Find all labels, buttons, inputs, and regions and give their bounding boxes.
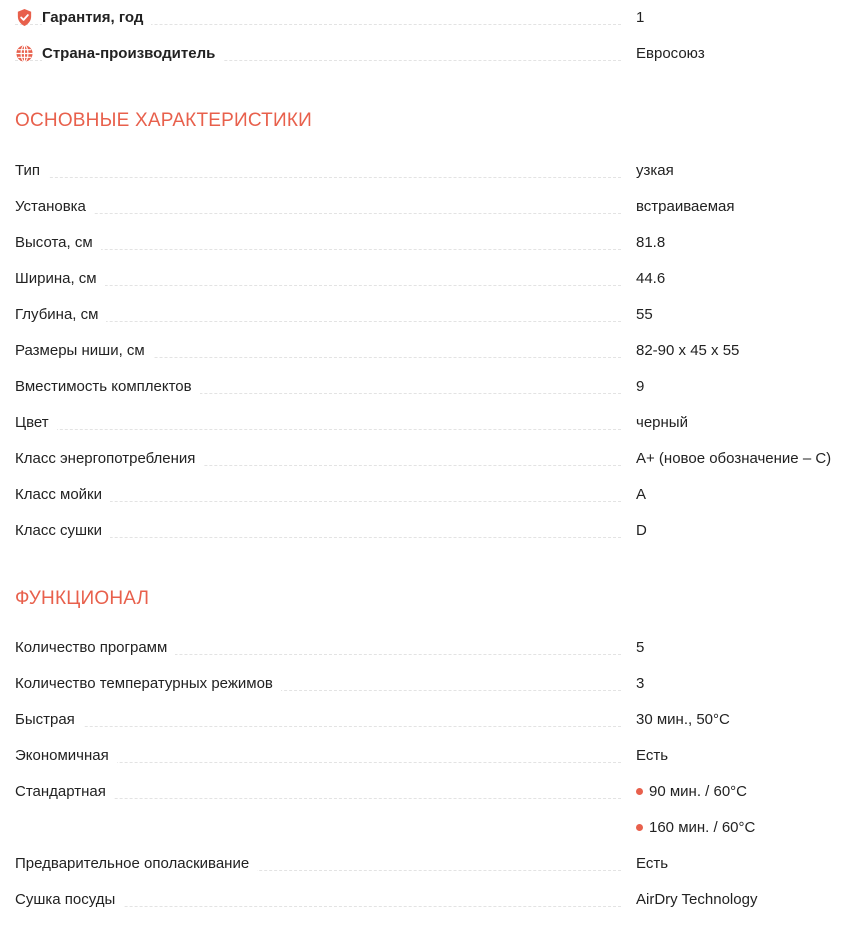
spec-value: 1 xyxy=(636,9,645,26)
spec-row xyxy=(0,477,854,513)
dotted-leader xyxy=(15,213,621,214)
globe-icon xyxy=(15,44,34,63)
spec-value: узкая xyxy=(636,162,674,179)
spec-label: Экономичная xyxy=(15,738,117,774)
spec-value: Есть xyxy=(636,747,669,764)
dotted-leader xyxy=(15,726,621,727)
spec-value: 55 xyxy=(636,306,653,323)
spec-row xyxy=(0,225,854,261)
spec-row xyxy=(0,846,854,882)
spec-label: Тип xyxy=(15,153,48,189)
spec-label: Количество температурных режимов xyxy=(15,666,281,702)
spec-label: Высота, см xyxy=(15,225,101,261)
spec-label: Установка xyxy=(15,189,94,225)
spec-label: Предварительное ополаскивание xyxy=(15,846,257,882)
spec-label: Класс сушки xyxy=(15,513,110,549)
spec-row xyxy=(0,513,854,549)
spec-value: 9 xyxy=(636,378,645,395)
spec-row xyxy=(0,666,854,702)
spec-row xyxy=(0,441,854,477)
spec-value: 81.8 xyxy=(636,234,666,251)
spec-value: 30 мин., 50°C xyxy=(636,711,730,728)
spec-row xyxy=(0,630,854,666)
spec-value: 3 xyxy=(636,675,645,692)
spec-label: Цвет xyxy=(15,405,57,441)
spec-value: Евросоюз xyxy=(636,45,705,62)
spec-row xyxy=(0,738,854,774)
spec-label: Ширина, см xyxy=(15,261,105,297)
spec-label: Быстрая xyxy=(15,702,83,738)
spec-row-warranty xyxy=(0,0,854,36)
spec-value-item: 90 мин. / 60°C xyxy=(649,783,748,800)
spec-row xyxy=(0,774,854,810)
spec-label: Вместимость комплектов xyxy=(15,369,200,405)
spec-value: 82-90 x 45 x 55 xyxy=(636,342,740,359)
spec-value: 44.6 xyxy=(636,270,666,287)
spec-label: Сушка посуды xyxy=(15,882,123,918)
dotted-leader xyxy=(15,177,621,178)
spec-label: Страна-производитель xyxy=(42,36,223,72)
spec-row-continuation xyxy=(0,810,854,846)
spec-row xyxy=(0,405,854,441)
dotted-leader xyxy=(15,429,621,430)
bullet-icon xyxy=(636,788,643,795)
spec-label: Гарантия, год xyxy=(42,0,151,36)
spec-value: AirDry Technology xyxy=(636,891,758,908)
spec-value: D xyxy=(636,522,647,539)
section-title-main-specs: ОСНОВНЫЕ ХАРАКТЕРИСТИКИ xyxy=(15,110,312,131)
spec-value-item: 160 мин. / 60°C xyxy=(649,819,756,836)
spec-label: Класс энергопотребления xyxy=(15,441,203,477)
shield-check-icon xyxy=(15,8,34,27)
spec-label: Количество программ xyxy=(15,630,175,666)
spec-label: Глубина, см xyxy=(15,297,106,333)
dotted-leader xyxy=(15,285,621,286)
spec-row xyxy=(0,333,854,369)
spec-row xyxy=(0,261,854,297)
spec-value: 5 xyxy=(636,639,645,656)
spec-label: Размеры ниши, см xyxy=(15,333,153,369)
spec-value xyxy=(636,810,755,846)
spec-value: Есть xyxy=(636,855,669,872)
spec-label: Класс мойки xyxy=(15,477,110,513)
spec-value: черный xyxy=(636,414,688,431)
spec-value: встраиваемая xyxy=(636,198,735,215)
spec-value xyxy=(636,774,747,810)
spec-row xyxy=(0,189,854,225)
spec-row xyxy=(0,153,854,189)
spec-label: Стандартная xyxy=(15,774,114,810)
spec-value: A xyxy=(636,486,647,503)
spec-value: A+ (новое обозначение – C) xyxy=(636,450,832,467)
section-title-functions: ФУНКЦИОНАЛ xyxy=(15,588,150,609)
spec-row-country xyxy=(0,36,854,72)
spec-row xyxy=(0,702,854,738)
spec-row xyxy=(0,882,854,918)
dotted-leader xyxy=(15,249,621,250)
spec-row xyxy=(0,369,854,405)
spec-row xyxy=(0,297,854,333)
bullet-icon xyxy=(636,824,643,831)
